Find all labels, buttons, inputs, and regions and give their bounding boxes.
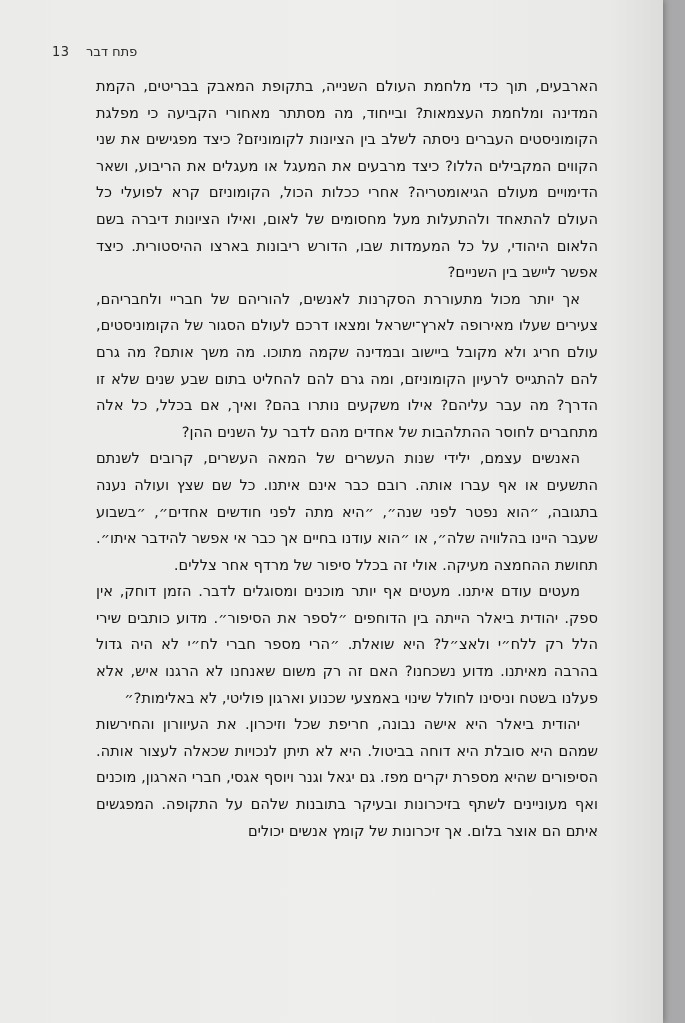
running-title: פתח דבר — [86, 45, 138, 60]
page-number: 13 — [52, 45, 70, 60]
paragraph-1: הארבעים, תוך כדי מלחמת העולם השנייה, בתקופת המאבק בבריטים, הקמת המדינה ומלחמת העצמאות? ובייחוד, מה מסתתר מאחורי הקביעה כי מפלגת הקומוניסטים העברים ניסתה לשלב בין הציונות לקומוניזם? כיצד מפגישים את שני הקווים המקבילים הללו? כיצד מרבעים את המעגל או מעגלים את הריבוע, ושאר הדימויים מעולם הגיאומטריה? אחרי ככלות הכול, הקומוניזם קרא לפועלי כל העולם להתאחד ולהתעלות מעל מחסומים של לאום, ואילו הציונות דיברה בשם הלאום היהודי, על כל המעמדות שבו, הדורש ריבונות בארצו ההיסטורית. כיצד אפשר ליישב בין השניים? — [96, 78, 598, 282]
paragraph-5: יהודית ביאלר היא אישה נבונה, חריפת שכל וזיכרון. את העיוורון והחירשות שמהם היא סובלת היא דוחה בביטול. היא לא תיתן לנכויות שכאלה לעצור אותה. הסיפורים שהיא מספרת יקרים מפז. גם יגאל וגנר ויוסף אגסי, חברי הארגון, מוכנים ואף מעוניינים לשתף בזיכרונות ובעיקר בתובנות שלהם על התקופה. המפגשים איתם הם אוצר בלום. אך זיכרונות של קומץ אנשים יכולים — [96, 716, 598, 840]
paragraph-4: מעטים עודם איתנו. מעטים אף יותר מוכנים ומסוגלים לדבר. הזמן דוחק, אין ספק. יהודית ביאלר הייתה בין הדוחפים ״לספר את הסיפור״. מדוע כותבים שירי הלל רק ללח״י ולאצ״ל? היא שואלת. ״הרי מספר חברי לח״י לא היה גדול בהרבה מאיתנו. מדוע נשכחנו? האם זה רק משום שאנחנו לא הרגנו איש, אלא פעלנו בשטח וניסינו לחולל שינוי באמצעי שכנוע וארגון פוליטי, לא באלימות?״ — [96, 583, 598, 707]
paragraph-3: האנשים עצמם, ילידי שנות העשרים של המאה העשרים, קרובים לשנתם התשעים או אף עברו אותה. רובם כבר אינם איתנו. כל שם שצץ ועולה נענה בתגובה, ״הוא נפטר לפני שנה״, ״היא מתה לפני חודשים אחדים״, ״בשבוע שעבר היינו בהלוויה שלה״, או ״הוא עודנו בחיים אך כבר אי אפשר להידבר איתו״. תחושת ההחמצה מעיקה. אולי זה בכלל סיפור של מרדף אחר צללים. — [96, 450, 598, 574]
body-text — [96, 74, 598, 845]
page-header — [50, 44, 610, 66]
paragraph-2: אך יותר מכול מתעוררת הסקרנות לאנשים, להוריהם של חבריי ולחבריהם, צעירים שעלו מאירופה לארץ־ישראל ומצאו דרכם לעולם הסגור של הקומוניסטים, עולם חריג ולא מקובל ביישוב ובמדינה שקמה מתוכו. מה משך אותם? מה גרם להם להתגייס לרעיון הקומוניזם, ומה גרם להם להחליט בתום שבע שנים שלא זו הדרך? מה עבר עליהם? אילו משקעים נותרו בהם? ואיך, אם בכלל, כל אלה מתחברים לחוסר ההתלהבות של אחדים מהם לדבר על השנים ההן? — [96, 290, 598, 441]
